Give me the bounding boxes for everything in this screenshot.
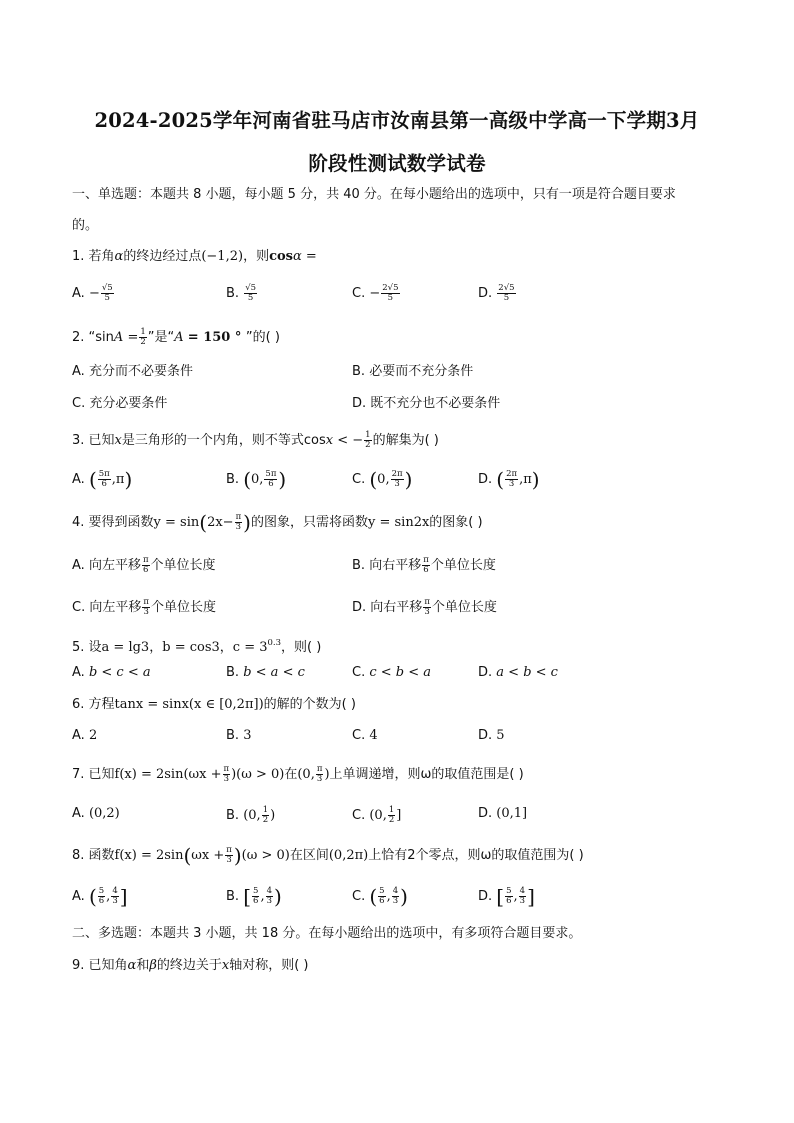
q8-option-a: A. ( $\frac{5}{6}$ , $\frac{4}{3}$ ]: [72, 884, 128, 909]
q3-option-d: D. ( $\frac{2\pi}{3}$ ,π): [478, 467, 540, 492]
q3-option-c: C. (0, $\frac{2\pi}{3}$ ): [352, 467, 413, 492]
q3-option-a: A. ( $\frac{5\pi}{6}$ ,π): [72, 467, 133, 492]
q5-option-d: D. a < b < c: [478, 665, 558, 680]
question-2: 2. “sinA = $\frac{1}{2}$ ”是“A = 150 ° ”的( ): [72, 327, 280, 347]
q2-option-d: D. 既不充分也不必要条件: [352, 396, 501, 411]
q3-option-b: B. (0, $\frac{5\pi}{6}$ ): [226, 467, 287, 492]
section1-heading: 一、单选题：本题共 8 小题，每小题 5 分，共 40 分。在每小题给出的选项中，只有一项是符合题目要求: [72, 187, 676, 202]
q1-option-a: A. − $\frac{√5}{5}$: [72, 283, 113, 303]
section1-heading-cont: 的。: [72, 218, 99, 233]
question-6: 6. 方程tanx = sinx(x ∈ [0,2π])的解的个数为( ): [72, 697, 356, 712]
q2-option-a: A. 充分而不必要条件: [72, 364, 193, 379]
q1-option-b: B. $\frac{√5}{5}$: [226, 283, 257, 303]
question-3: 3. 已知x是三角形的一个内角，则不等式cosx < − $\frac{1}{2}$ 的解集为( ): [72, 430, 439, 450]
q7-option-d: D. (0,1]: [478, 806, 528, 821]
q6-option-b: B. 3: [226, 728, 252, 743]
q4-option-d: D. 向右平移 $\frac{\pi}{3}$ 个单位长度: [352, 597, 497, 617]
question-5: 5. 设a = lg3，b = cos3，$c = 3^{0.3}$，则( ): [72, 638, 322, 655]
question-1: 1. 若角α的终边经过点(−1,2)，则cosα =: [72, 249, 317, 264]
q2-option-c: C. 充分必要条件: [72, 396, 168, 411]
q4-option-b: B. 向右平移 $\frac{\pi}{6}$ 个单位长度: [352, 555, 496, 575]
q4-option-c: C. 向左平移 $\frac{\pi}{3}$ 个单位长度: [72, 597, 216, 617]
q1-option-c: C. − $\frac{2√5}{5}$: [352, 283, 399, 303]
question-9: 9. 已知角α和β的终边关于x轴对称，则( ): [72, 958, 309, 973]
q7-option-c: C. (0, $\frac{1}{2}$ ]: [352, 805, 402, 825]
section2-heading: 二、多选题：本题共 3 小题，共 18 分。在每小题给出的选项中，有多项符合题目要求。: [72, 926, 582, 941]
q6-option-c: C. 4: [352, 728, 378, 743]
question-4: 4. 要得到函数y = sin(2x− $\frac{\pi}{3}$ )的图象，只需将函数y = sin2x的图象( ): [72, 510, 483, 535]
q6-option-a: A. 2: [72, 728, 98, 743]
q1-option-d: D. $\frac{2√5}{5}$: [478, 283, 515, 303]
q8-option-b: B. [ $\frac{5}{6}$ , $\frac{4}{3}$ ): [226, 884, 282, 909]
q8-option-d: D. [ $\frac{5}{6}$ , $\frac{4}{3}$ ]: [478, 884, 535, 909]
q7-option-a: A. (0,2): [72, 806, 120, 821]
q5-option-c: C. c < b < a: [352, 665, 432, 680]
q7-option-b: B. (0, $\frac{1}{2}$ ): [226, 805, 276, 825]
exam-title-line1: 2024-2025学年河南省驻马店市汝南县第一高级中学高一下学期3月: [94, 109, 700, 132]
q4-option-a: A. 向左平移 $\frac{\pi}{6}$ 个单位长度: [72, 555, 216, 575]
q5-option-b: B. b < a < c: [226, 665, 305, 680]
question-8: 8. 函数f(x) = 2sin(ωx + $\frac{\pi}{3}$ )(ω > 0)在区间(0,2π)上恰有2个零点，则ω的取值范围为( ): [72, 843, 584, 868]
q2-option-b: B. 必要而不充分条件: [352, 364, 474, 379]
q5-option-a: A. b < c < a: [72, 665, 151, 680]
exam-title-line2: 阶段性测试数学试卷: [308, 152, 486, 175]
q6-option-d: D. 5: [478, 728, 505, 743]
q8-option-c: C. ( $\frac{5}{6}$ , $\frac{4}{3}$ ): [352, 884, 408, 909]
question-7: 7. 已知f(x) = 2sin(ωx + $\frac{\pi}{3}$ )(ω > 0)在(0, $\frac{\pi}{3}$ )上单调递增，则ω的取值范围是( ): [72, 764, 524, 784]
